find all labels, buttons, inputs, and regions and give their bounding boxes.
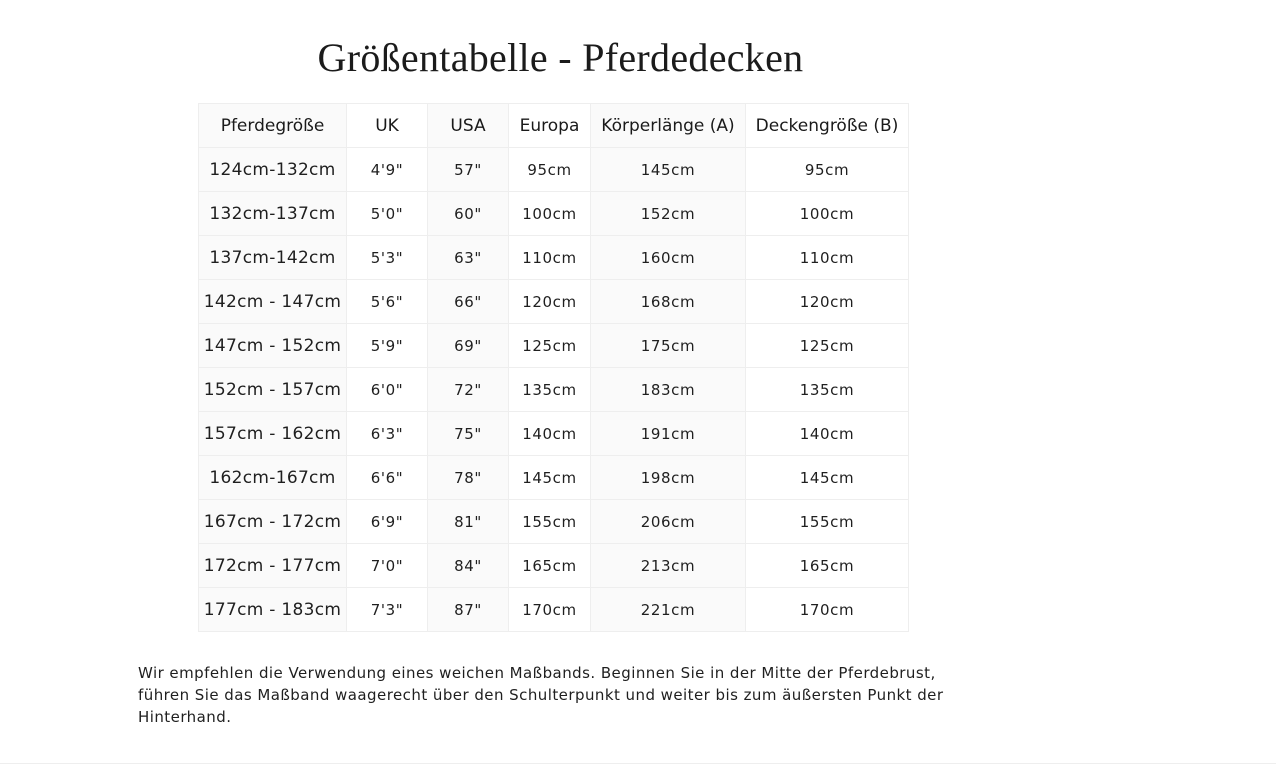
table-row	[199, 456, 909, 500]
cell-usa: 66"	[428, 280, 509, 324]
table-row	[199, 500, 909, 544]
cell-europa: 165cm	[509, 544, 591, 588]
cell-uk: 5'9"	[347, 324, 428, 368]
cell-koerperlaenge: 160cm	[591, 236, 746, 280]
cell-pferdegroesse: 142cm - 147cm	[199, 280, 347, 324]
cell-uk: 6'9"	[347, 500, 428, 544]
cell-pferdegroesse: 172cm - 177cm	[199, 544, 347, 588]
cell-usa: 69"	[428, 324, 509, 368]
bottom-divider	[0, 763, 1276, 764]
table-row	[199, 192, 909, 236]
cell-usa: 87"	[428, 588, 509, 632]
page-title: Größentabelle - Pferdedecken	[317, 35, 804, 80]
header-uk: UK	[347, 104, 428, 148]
cell-pferdegroesse: 162cm-167cm	[199, 456, 347, 500]
cell-deckengroesse: 120cm	[746, 280, 909, 324]
table-row	[199, 148, 909, 192]
cell-deckengroesse: 145cm	[746, 456, 909, 500]
table-header	[199, 104, 909, 148]
cell-europa: 100cm	[509, 192, 591, 236]
table-row	[199, 368, 909, 412]
cell-usa: 81"	[428, 500, 509, 544]
cell-uk: 7'3"	[347, 588, 428, 632]
cell-pferdegroesse: 157cm - 162cm	[199, 412, 347, 456]
cell-koerperlaenge: 152cm	[591, 192, 746, 236]
cell-usa: 63"	[428, 236, 509, 280]
cell-koerperlaenge: 183cm	[591, 368, 746, 412]
table-row	[199, 280, 909, 324]
cell-pferdegroesse: 147cm - 152cm	[199, 324, 347, 368]
note-line-3: Hinterhand.	[138, 708, 232, 726]
cell-europa: 155cm	[509, 500, 591, 544]
cell-europa: 170cm	[509, 588, 591, 632]
cell-deckengroesse: 155cm	[746, 500, 909, 544]
cell-uk: 6'0"	[347, 368, 428, 412]
cell-pferdegroesse: 137cm-142cm	[199, 236, 347, 280]
cell-europa: 135cm	[509, 368, 591, 412]
cell-pferdegroesse: 177cm - 183cm	[199, 588, 347, 632]
cell-uk: 4'9"	[347, 148, 428, 192]
cell-uk: 6'3"	[347, 412, 428, 456]
cell-pferdegroesse: 132cm-137cm	[199, 192, 347, 236]
cell-deckengroesse: 95cm	[746, 148, 909, 192]
cell-koerperlaenge: 198cm	[591, 456, 746, 500]
table-row	[199, 412, 909, 456]
cell-pferdegroesse: 152cm - 157cm	[199, 368, 347, 412]
cell-uk: 7'0"	[347, 544, 428, 588]
cell-deckengroesse: 165cm	[746, 544, 909, 588]
cell-usa: 57"	[428, 148, 509, 192]
cell-pferdegroesse: 124cm-132cm	[199, 148, 347, 192]
table-body	[199, 148, 909, 632]
cell-deckengroesse: 135cm	[746, 368, 909, 412]
cell-koerperlaenge: 221cm	[591, 588, 746, 632]
table-row	[199, 588, 909, 632]
cell-europa: 110cm	[509, 236, 591, 280]
cell-uk: 5'0"	[347, 192, 428, 236]
table-row	[199, 236, 909, 280]
header-pferdegroesse: Pferdegröße	[199, 104, 347, 148]
measurement-note	[138, 662, 958, 728]
cell-usa: 84"	[428, 544, 509, 588]
cell-koerperlaenge: 175cm	[591, 324, 746, 368]
cell-uk: 5'3"	[347, 236, 428, 280]
cell-europa: 95cm	[509, 148, 591, 192]
table-row	[199, 324, 909, 368]
header-usa: USA	[428, 104, 509, 148]
cell-koerperlaenge: 213cm	[591, 544, 746, 588]
cell-koerperlaenge: 145cm	[591, 148, 746, 192]
note-line-1: Wir empfehlen die Verwendung eines weichen Maßbands. Beginnen Sie in der Mitte der Pferdebrust,	[138, 664, 936, 682]
cell-usa: 60"	[428, 192, 509, 236]
cell-europa: 145cm	[509, 456, 591, 500]
cell-deckengroesse: 125cm	[746, 324, 909, 368]
cell-koerperlaenge: 206cm	[591, 500, 746, 544]
cell-europa: 125cm	[509, 324, 591, 368]
cell-usa: 78"	[428, 456, 509, 500]
table-header-row	[199, 104, 909, 148]
cell-europa: 140cm	[509, 412, 591, 456]
cell-uk: 6'6"	[347, 456, 428, 500]
cell-usa: 75"	[428, 412, 509, 456]
note-line-2: führen Sie das Maßband waagerecht über den Schulterpunkt und weiter bis zum äußersten Punkt der	[138, 686, 944, 704]
cell-uk: 5'6"	[347, 280, 428, 324]
cell-deckengroesse: 110cm	[746, 236, 909, 280]
size-table	[198, 103, 909, 632]
cell-koerperlaenge: 168cm	[591, 280, 746, 324]
header-koerperlaenge: Körperlänge (A)	[591, 104, 746, 148]
header-europa: Europa	[509, 104, 591, 148]
cell-deckengroesse: 140cm	[746, 412, 909, 456]
cell-usa: 72"	[428, 368, 509, 412]
cell-koerperlaenge: 191cm	[591, 412, 746, 456]
cell-pferdegroesse: 167cm - 172cm	[199, 500, 347, 544]
cell-deckengroesse: 170cm	[746, 588, 909, 632]
cell-europa: 120cm	[509, 280, 591, 324]
cell-deckengroesse: 100cm	[746, 192, 909, 236]
header-deckengroesse: Deckengröße (B)	[746, 104, 909, 148]
table-row	[199, 544, 909, 588]
